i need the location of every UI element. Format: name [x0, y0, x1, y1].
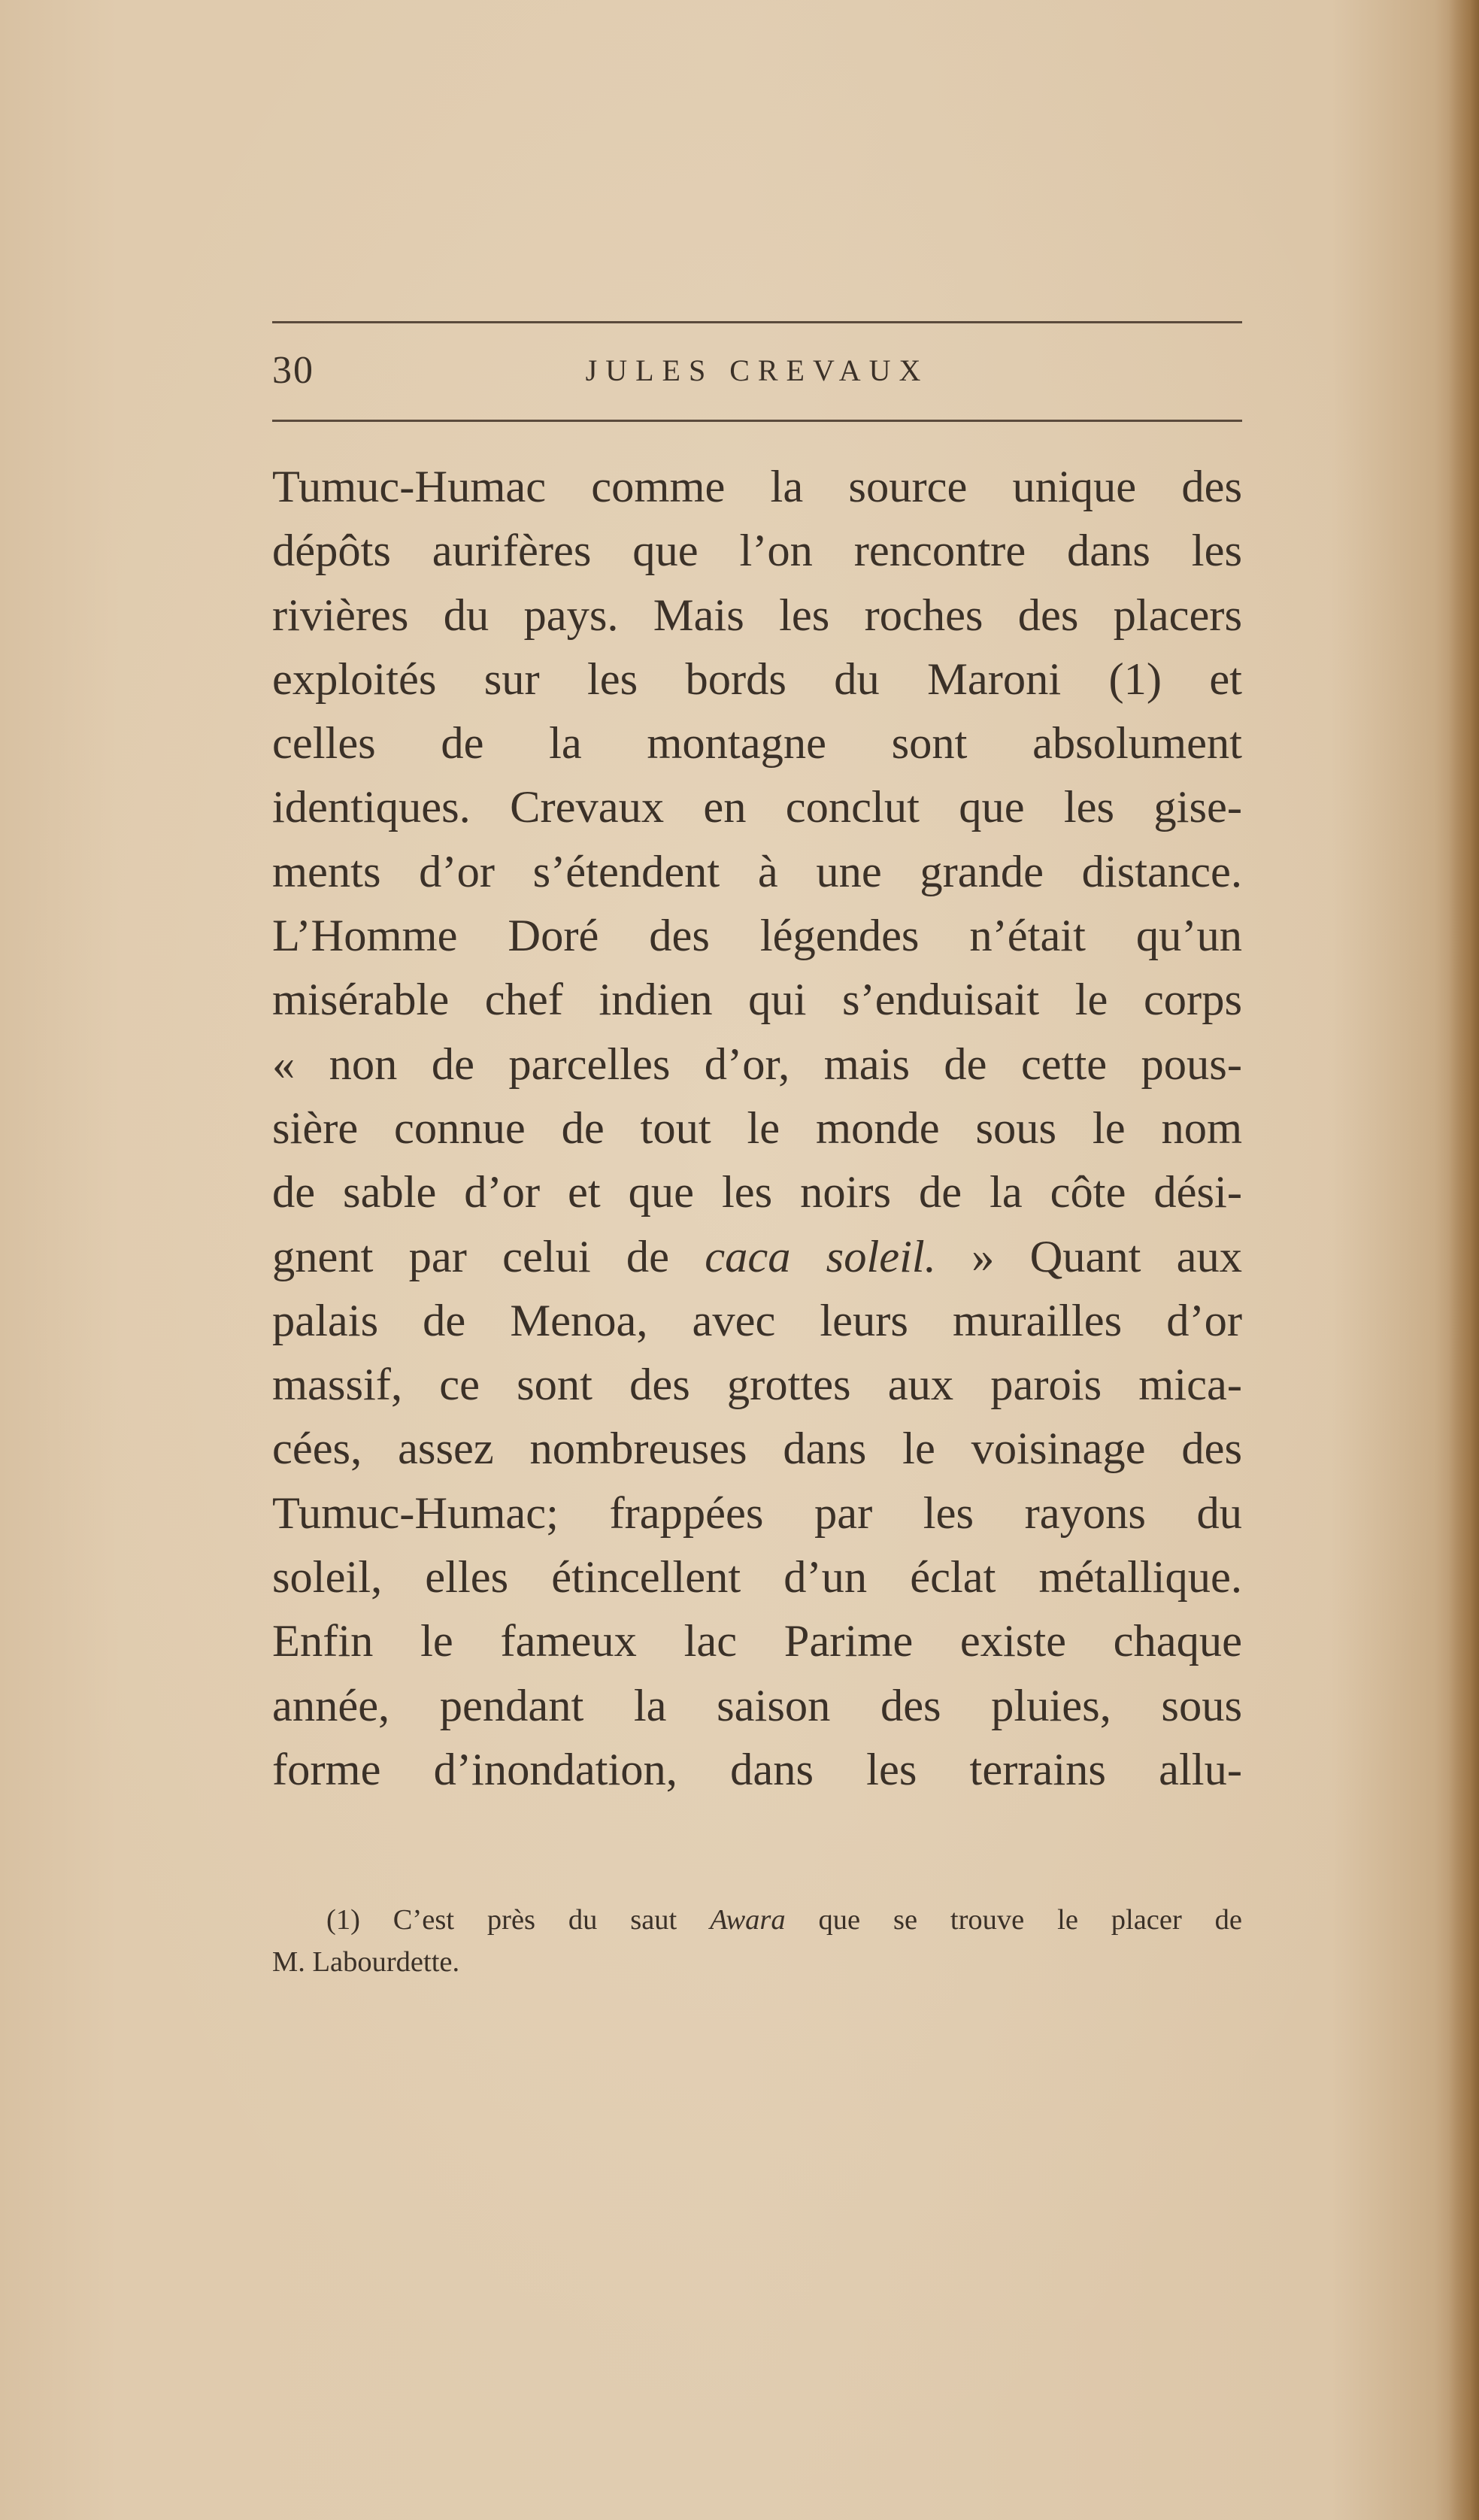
text-line: identiques. Crevaux en conclut que les gise-: [272, 782, 1242, 833]
text-fragment: (1) C’est près du saut: [326, 1904, 711, 1936]
text-fragment: » Quant aux: [935, 1231, 1242, 1282]
page-number: 30: [272, 349, 314, 392]
text-line: Tumuc-Humac comme la source unique des: [272, 462, 1242, 512]
text-line: dépôts aurifères que l’on rencontre dans les: [272, 526, 1242, 577]
footnote: [272, 1899, 1242, 1983]
text-line: exploités sur les bords du Maroni (1) et: [272, 654, 1242, 705]
running-head: [272, 344, 1242, 397]
footnote-line: [272, 1899, 1242, 1941]
text-fragment: que se trouve le placer de: [785, 1904, 1242, 1936]
text-line: Tumuc-Humac; frappées par les rayons du: [272, 1487, 1242, 1539]
text-line: palais de Menoa, avec leurs murailles d’or: [272, 1295, 1242, 1346]
text-line: cées, assez nombreuses dans le voisinage des: [272, 1424, 1242, 1475]
header-rule-top: [272, 321, 1242, 323]
page-edge-shadow: [1449, 0, 1479, 2520]
text-line: rivières du pays. Mais les roches des placers: [272, 590, 1242, 641]
text-line: forme d’inondation, dans les terrains allu-: [272, 1744, 1242, 1795]
footnote-line: M. Labourdette.: [272, 1946, 460, 1978]
text-line: ments d’or s’étendent à une grande distance.: [272, 846, 1242, 897]
text-line: [272, 1225, 1242, 1289]
text-line: année, pendant la saison des pluies, sous: [272, 1680, 1242, 1731]
text-line: massif, ce sont des grottes aux parois mica-: [272, 1360, 1242, 1411]
body-paragraph: [272, 455, 1242, 1802]
text-line: sière connue de tout le monde sous le nom: [272, 1102, 1242, 1154]
text-fragment: gnent par celui de: [272, 1231, 705, 1282]
running-title: JULES CREVAUX: [585, 353, 929, 387]
text-line: Enfin le fameux lac Parime existe chaque: [272, 1616, 1242, 1667]
text-line: « non de parcelles d’or, mais de cette pous-: [272, 1039, 1242, 1090]
italic-term: caca soleil.: [705, 1231, 936, 1282]
header-rule-bottom: [272, 420, 1242, 422]
text-line: soleil, elles étincellent d’un éclat métallique.: [272, 1552, 1242, 1603]
text-line: L’Homme Doré des légendes n’était qu’un: [272, 911, 1242, 962]
italic-term: Awara: [710, 1904, 786, 1936]
text-line: de sable d’or et que les noirs de la côte dési-: [272, 1167, 1242, 1218]
text-line: misérable chef indien qui s’enduisait le corps: [272, 975, 1242, 1026]
text-line: celles de la montagne sont absolument: [272, 718, 1242, 769]
